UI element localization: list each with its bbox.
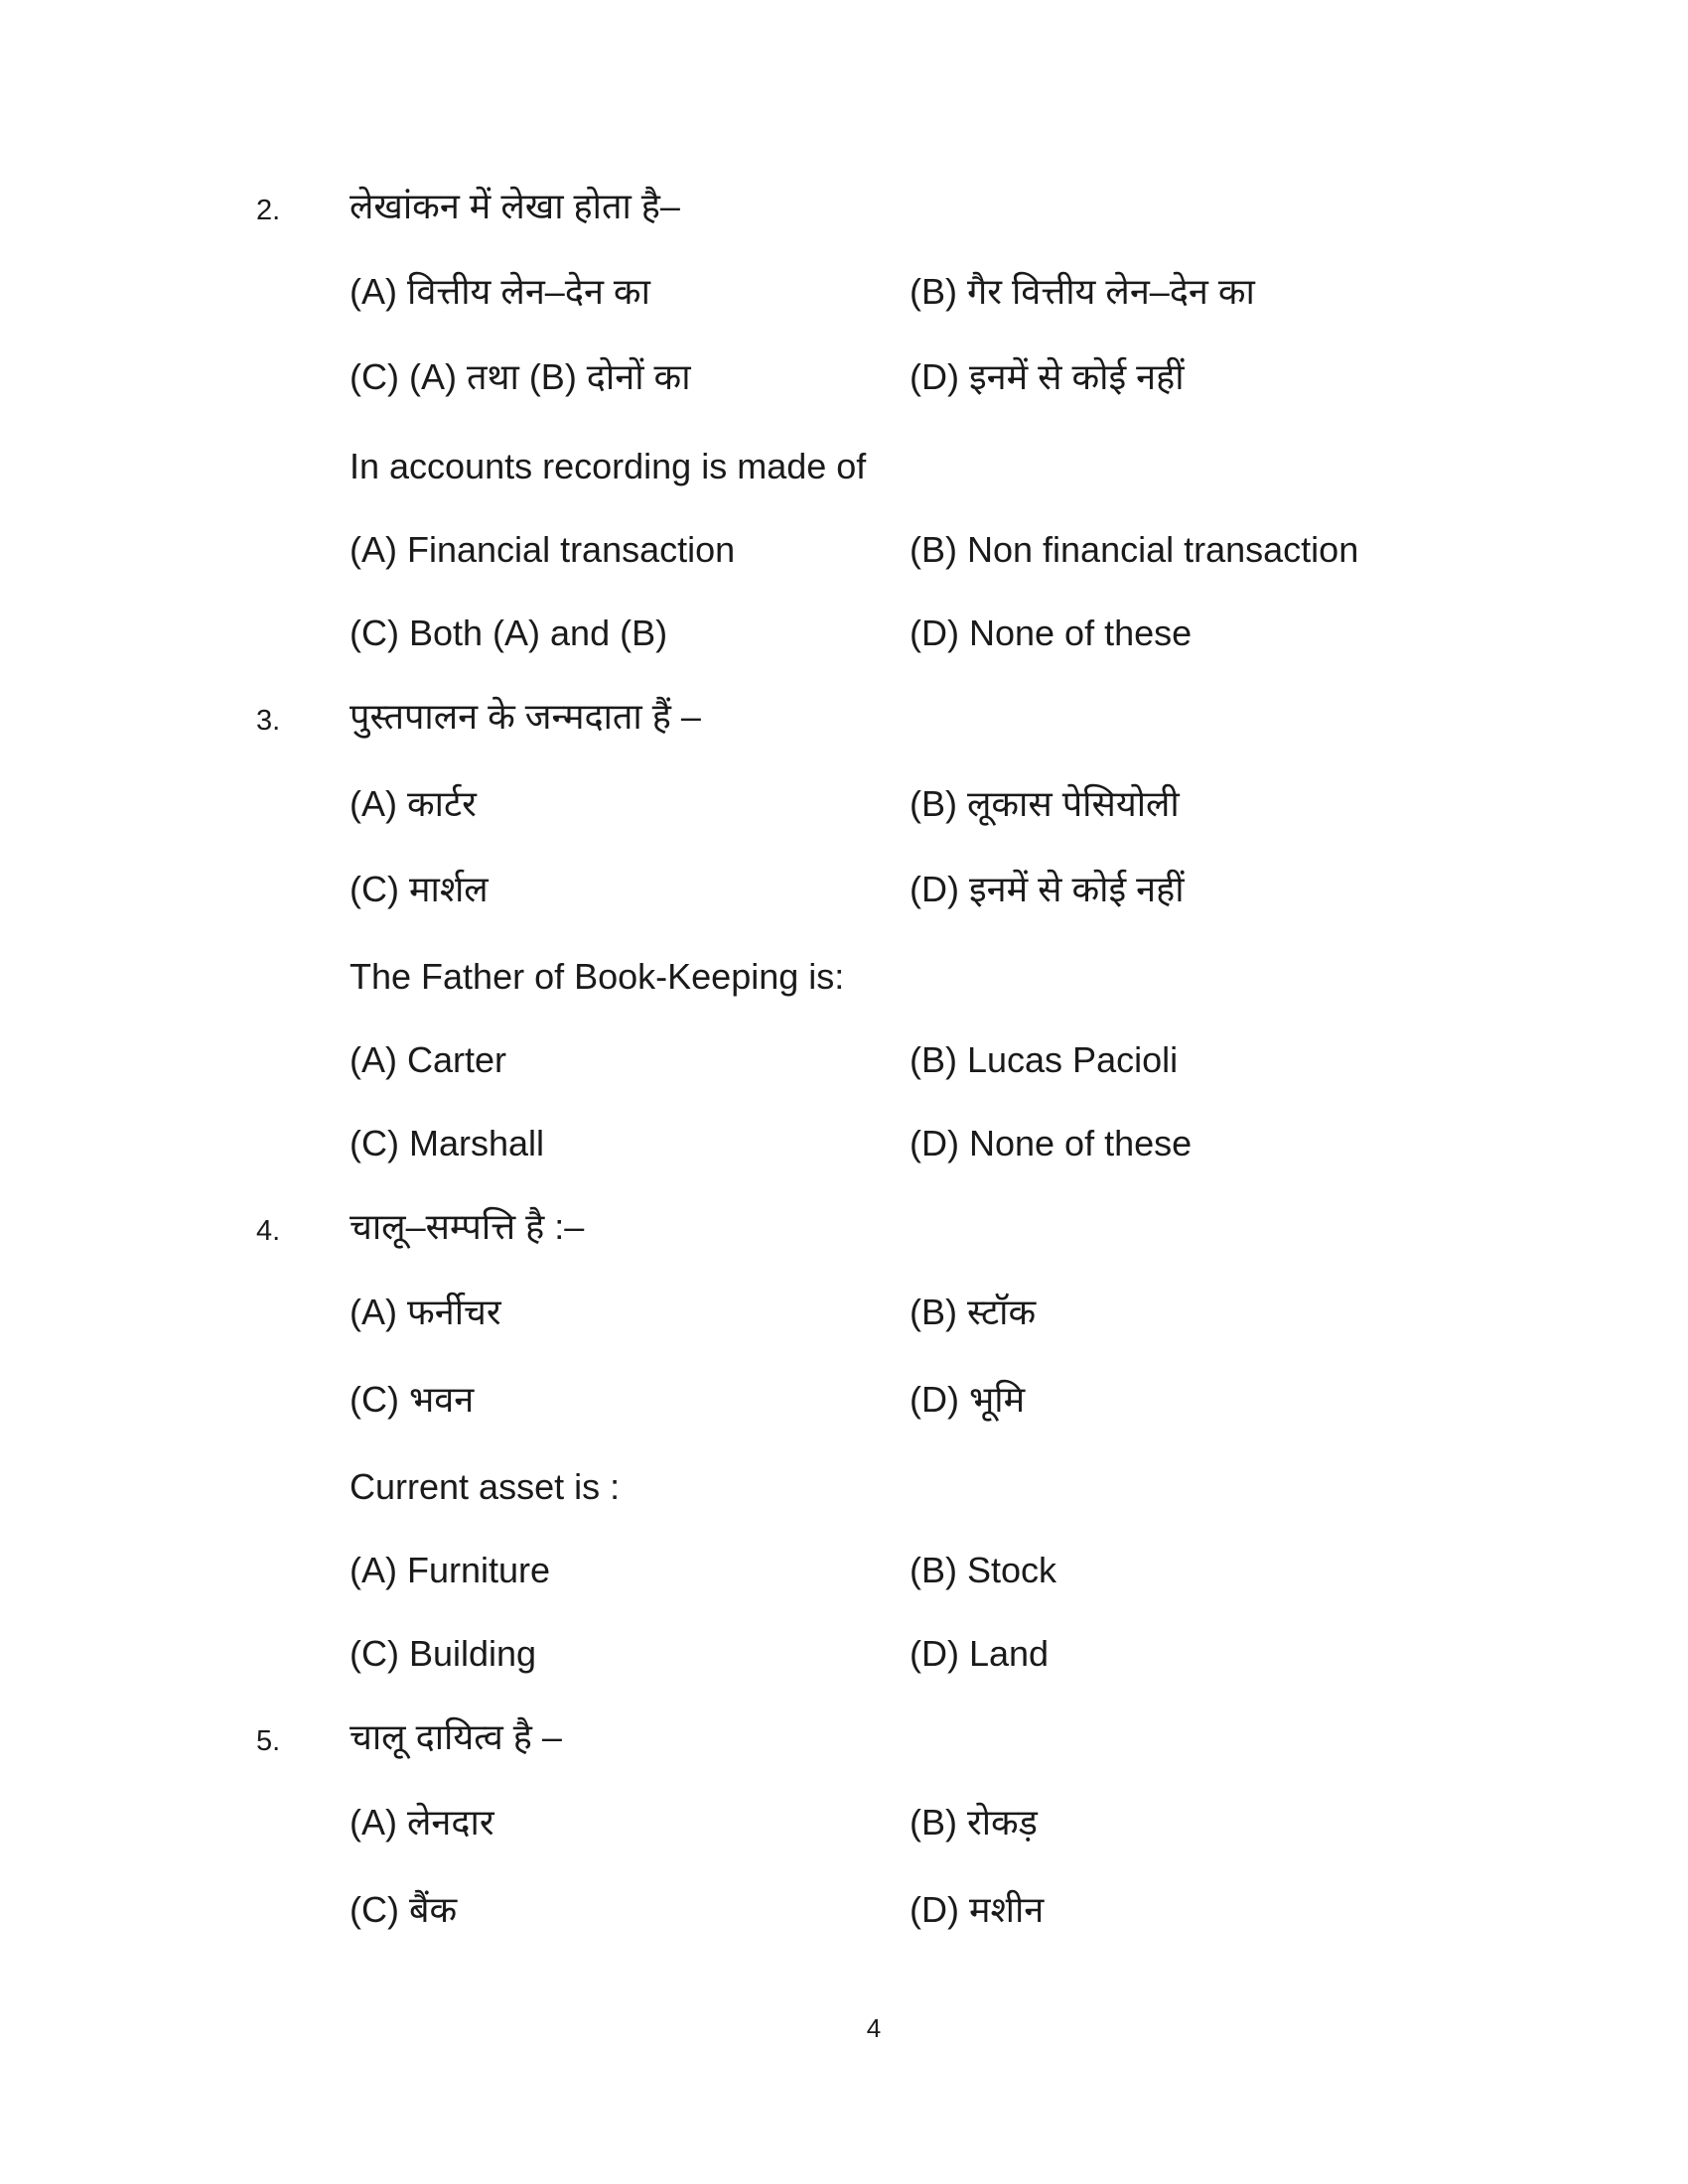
option-d-hindi: (D) मशीन xyxy=(910,1889,1045,1930)
option-d-hindi: (D) भूमि xyxy=(910,1379,1026,1420)
option-a-english: (A) Financial transaction xyxy=(350,529,736,570)
option-a-english: (A) Carter xyxy=(350,1039,507,1080)
option-a-hindi: (A) फर्नीचर xyxy=(350,1292,501,1332)
option-a-hindi: (A) लेनदार xyxy=(350,1802,494,1843)
option-a-hindi: (A) वित्तीय लेन–देन का xyxy=(350,271,650,312)
option-c-hindi: (C) भवन xyxy=(350,1379,475,1420)
option-a-english: (A) Furniture xyxy=(350,1550,551,1590)
option-b-english: (B) Stock xyxy=(910,1550,1057,1590)
option-a-hindi: (A) कार्टर xyxy=(350,783,477,824)
question-text-english: Current asset is : xyxy=(350,1466,621,1507)
option-b-english: (B) Lucas Pacioli xyxy=(910,1039,1179,1080)
question-text-hindi: चालू–सम्पत्ति है :– xyxy=(350,1206,585,1247)
option-c-hindi: (C) मार्शल xyxy=(350,869,489,909)
option-b-hindi: (B) लूकास पेसियोली xyxy=(910,783,1180,824)
question-text-english: The Father of Book-Keeping is: xyxy=(350,956,845,997)
question-number: 2. xyxy=(256,195,281,226)
option-b-english: (B) Non financial transaction xyxy=(910,529,1359,570)
question-text-english: In accounts recording is made of xyxy=(350,446,867,486)
question-number: 5. xyxy=(256,1725,281,1757)
page-number: 4 xyxy=(866,2013,882,2043)
option-d-english: (D) None of these xyxy=(910,1123,1193,1163)
option-b-hindi: (B) रोकड़ xyxy=(910,1802,1038,1843)
option-b-hindi: (B) स्टॉक xyxy=(910,1292,1037,1332)
question-text-hindi: चालू दायित्व है – xyxy=(350,1716,562,1757)
option-d-english: (D) Land xyxy=(910,1633,1050,1674)
option-c-hindi: (C) (A) तथा (B) दोनों का xyxy=(350,356,691,397)
option-c-english: (C) Marshall xyxy=(350,1123,545,1163)
option-c-english: (C) Building xyxy=(350,1633,537,1674)
option-c-hindi: (C) बैंक xyxy=(350,1889,458,1930)
question-number: 4. xyxy=(256,1215,281,1247)
question-text-hindi: पुस्तपालन के जन्मदाता हैं – xyxy=(350,696,701,737)
question-text-hindi: लेखांकन में लेखा होता है– xyxy=(350,186,680,226)
option-c-english: (C) Both (A) and (B) xyxy=(350,613,668,653)
option-d-english: (D) None of these xyxy=(910,613,1193,653)
option-b-hindi: (B) गैर वित्तीय लेन–देन का xyxy=(910,271,1255,312)
option-d-hindi: (D) इनमें से कोई नहीं xyxy=(910,356,1185,397)
option-d-hindi: (D) इनमें से कोई नहीं xyxy=(910,869,1185,909)
question-number: 3. xyxy=(256,705,281,737)
